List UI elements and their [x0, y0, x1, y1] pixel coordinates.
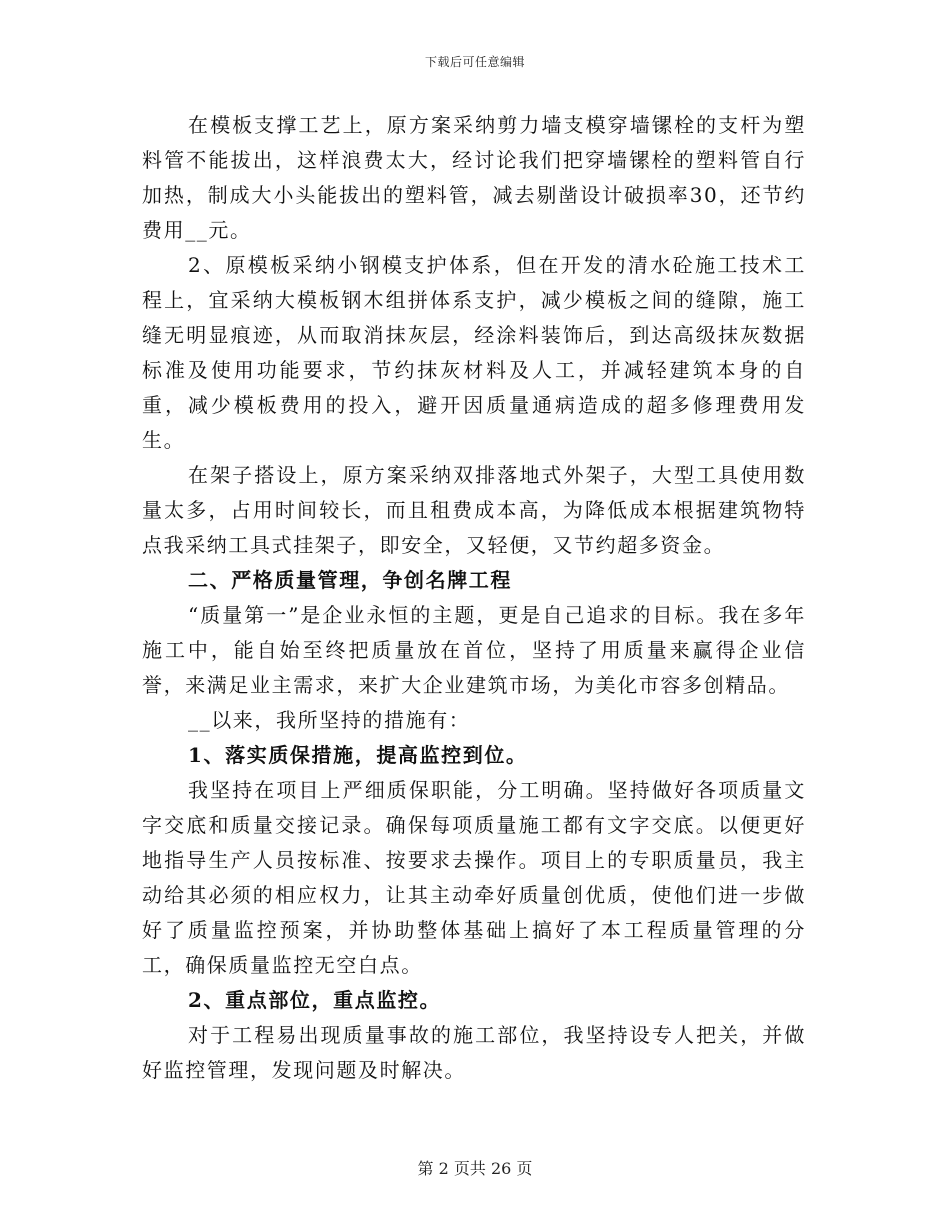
paragraph-steel-formwork: 2、原模板采纳小钢模支护体系，但在开发的清水砼施工技术工程上，宜采纳大模板钢木组拼体系支护，减少模板之间的缝隙，施工缝无明显痕迹，从而取消抹灰层，经涂料装饰后，到达高级抹灰数据标准及使用功能要求，节约抹灰材料及人工，并减轻建筑本身的自重，减少模板费用的投入，避开因质量通病造成的超多修理费用发生。	[142, 253, 806, 452]
page-number-footer: 第 2 页共 26 页	[417, 1159, 533, 1178]
paragraph-quality-assurance: 我坚持在项目上严细质保职能，分工明确。坚持做好各项质量文字交底和质量交接记录。确保每项质量施工都有文字交底。以便更好地指导生产人员按标准、按要求去操作。项目上的专职质量员，我主动给其必须的相应权力，让其主动牵好质量创优质，使他们进一步做好了质量监控预案，并协助整体基础上搞好了本工程质量管理的分工，确保质量监控无空白点。	[142, 778, 806, 977]
paragraph-measures-intro: __以来，我所坚持的措施有：	[188, 708, 471, 732]
subheading-quality-assurance: 1、落实质保措施，提高监控到位。	[188, 743, 528, 767]
paragraph-scaffolding: 在架子搭设上，原方案采纳双排落地式外架子，大型工具使用数量太多，占用时间较长，而且租费成本高，为降低成本根据建筑物特点我采纳工具式挂架子，即安全，又轻便，又节约超多资金。	[142, 463, 806, 557]
document-body	[142, 108, 806, 1088]
subheading-key-monitoring: 2、重点部位，重点监控。	[188, 988, 442, 1012]
paragraph-formwork-support: 在模板支撑工艺上，原方案采纳剪力墙支模穿墙镙栓的支杆为塑料管不能拔出，这样浪费太大，经讨论我们把穿墙镙栓的塑料管自行加热，制成大小头能拔出的塑料管，减去剔凿设计破损率30，还节约费用__元。	[142, 113, 806, 242]
paragraph-quality-first: “质量第一”是企业永恒的主题，更是自己追求的目标。我在多年施工中，能自始至终把质量放在首位，坚持了用质量来赢得企业信誉，来满足业主需求，来扩大企业建筑市场，为美化市容多创精品。	[142, 603, 806, 697]
page-header-note: 下载后可任意编辑	[424, 55, 525, 69]
section-heading-quality-management: 二、严格质量管理，争创名牌工程	[188, 568, 512, 592]
paragraph-key-monitoring: 对于工程易出现质量事故的施工部位，我坚持设专人把关，并做好监控管理，发现问题及时解决。	[142, 1023, 806, 1082]
